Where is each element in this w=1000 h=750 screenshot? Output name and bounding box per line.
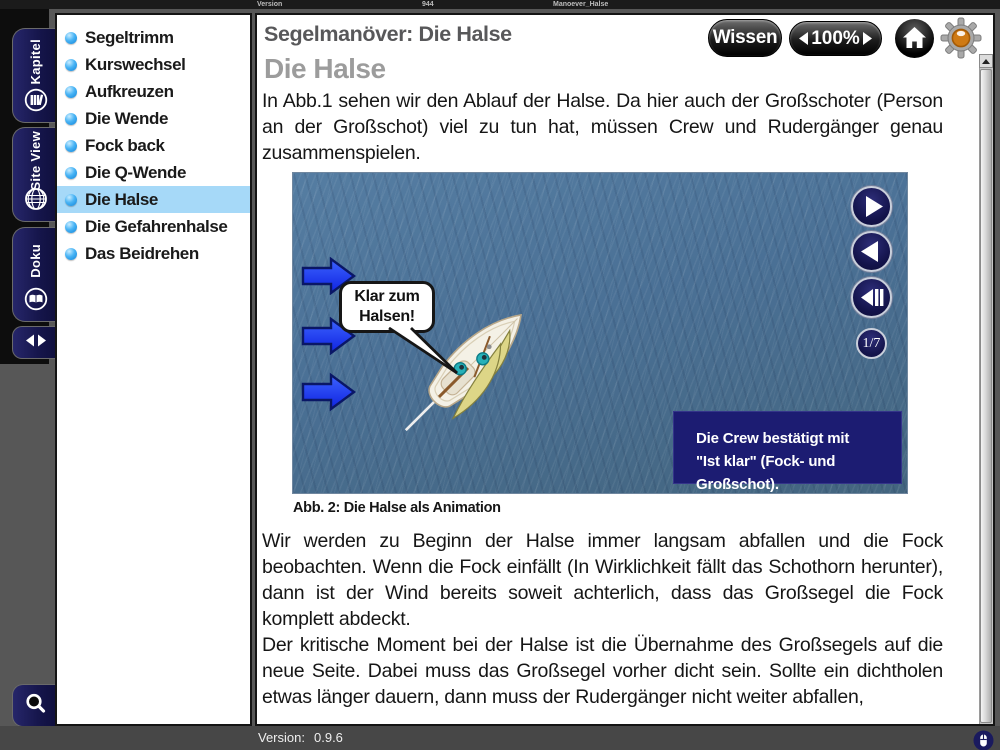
nav-item-label: Die Gefahrenhalse: [85, 216, 228, 236]
wind-arrow-icon: [301, 372, 357, 412]
zoom-level-value: 100%: [811, 27, 860, 49]
gear-icon: [938, 15, 984, 61]
page-title: Segelmanöver: Die Halse: [264, 22, 512, 46]
footer-version-label: Version:: [258, 730, 305, 745]
animation-stage: [292, 172, 908, 494]
play-button[interactable]: [851, 186, 892, 227]
footer-bar: [0, 726, 1000, 750]
sidebar-tab-doku[interactable]: [12, 227, 58, 322]
collapse-arrows-icon: [25, 333, 47, 352]
statusbar-version-label: Version: [257, 1, 283, 8]
nav-item-label: Aufkreuzen: [85, 81, 174, 101]
home-button[interactable]: [895, 19, 934, 58]
rewind-button[interactable]: [851, 277, 892, 318]
nav-item-die-q-wende[interactable]: [57, 159, 250, 186]
wissen-button[interactable]: [708, 19, 782, 57]
bullet-icon: [65, 221, 77, 233]
speech-bubble-tail: [381, 327, 471, 379]
animation-info-box: [673, 411, 902, 493]
bullet-icon: [65, 167, 77, 179]
nav-item-die-gefahrenhalse[interactable]: [57, 213, 250, 240]
nav-item-label: Die Wende: [85, 108, 168, 128]
home-icon: [895, 19, 934, 58]
nav-item-label: Die Q-Wende: [85, 162, 187, 182]
statusbar-build-number: 944: [422, 1, 434, 8]
speech-bubble-text: Halsen!: [359, 308, 415, 325]
tab-doku-label: Doku: [28, 244, 43, 278]
section-heading: Die Halse: [264, 53, 386, 84]
rewind-icon: [853, 279, 890, 316]
frame-counter-value: 1/7: [862, 335, 881, 351]
globe-icon: [24, 187, 48, 216]
figure-caption: Abb. 2: Die Halse als Animation: [293, 500, 501, 516]
content-scrollbar-thumb[interactable]: [980, 69, 992, 723]
paragraph: In Abb.1 sehen wir den Ablauf der Halse. Da hier auch der Großschoter (Person an der Großschot) viel zu tun hat, müssen Crew und Rudergänger genau zusammenspielen.: [262, 90, 943, 164]
sidebar-tab-kapitel[interactable]: [12, 28, 58, 123]
scroll-up-button[interactable]: [979, 54, 993, 68]
paragraph: Der kritische Moment bei der Halse ist die Übernahme des Großsegels auf die neue Seite. Dabei muss das Großsegel vorher dicht sein. Sollte ein dichtholen etwas länger dauern, dann muss der Rudergänger nicht weiter abfallen,: [262, 634, 943, 708]
nav-item-die-halse-selected[interactable]: [57, 186, 250, 213]
info-box-text: "Ist klar" (Fock- und Großschot).: [696, 453, 836, 493]
speech-bubble-text: Klar zum: [354, 288, 420, 305]
frame-counter-badge: [856, 328, 887, 359]
nav-item-kurswechsel[interactable]: [57, 51, 250, 78]
nav-item-label: Fock back: [85, 135, 165, 155]
chapter-nav-panel: [55, 13, 252, 726]
nav-item-label: Das Beidrehen: [85, 243, 199, 263]
nav-item-fock-back[interactable]: [57, 132, 250, 159]
zoom-in-icon[interactable]: [862, 31, 873, 46]
search-icon: [23, 690, 49, 721]
bullet-icon: [65, 59, 77, 71]
tab-kapitel-label: Kapitel: [28, 39, 43, 85]
tab-site-view-label: Site View: [28, 131, 43, 191]
nav-item-aufkreuzen[interactable]: [57, 78, 250, 105]
wissen-button-label: Wissen: [712, 27, 778, 48]
nav-item-label: Segeltrimm: [85, 27, 174, 47]
library-icon: [24, 88, 48, 117]
chapter-list: [57, 24, 250, 267]
play-icon: [853, 188, 890, 225]
top-status-bar: [0, 0, 1000, 9]
nav-item-segeltrimm[interactable]: [57, 24, 250, 51]
bullet-icon: [65, 140, 77, 152]
mouse-icon: [973, 730, 994, 750]
step-back-icon: [853, 233, 890, 270]
scroll-up-icon: [982, 59, 990, 64]
statusbar-module-name: Manoever_Halse: [553, 1, 609, 8]
nav-item-label: Kurswechsel: [85, 54, 186, 74]
bullet-icon: [65, 86, 77, 98]
bullet-icon: [65, 32, 77, 44]
bullet-icon: [65, 194, 77, 206]
book-icon: [24, 287, 48, 316]
settings-button[interactable]: [938, 15, 984, 61]
speech-bubble: [339, 281, 435, 333]
bullet-icon: [65, 248, 77, 260]
zoom-control: [789, 21, 882, 56]
nav-item-das-beidrehen[interactable]: [57, 240, 250, 267]
nav-item-label: Die Halse: [85, 189, 158, 209]
sidebar-tab-site-view[interactable]: [12, 127, 58, 222]
search-tab[interactable]: [12, 684, 58, 727]
zoom-out-icon[interactable]: [798, 31, 809, 46]
info-box-text: Die Crew bestätigt mit: [696, 430, 850, 447]
sidebar-collapse-toggle[interactable]: [12, 326, 58, 359]
bullet-icon: [65, 113, 77, 125]
step-back-button[interactable]: [851, 231, 892, 272]
nav-item-die-wende[interactable]: [57, 105, 250, 132]
paragraph: Wir werden zu Beginn der Halse immer langsam abfallen und die Fock beobachten. Wenn die Fock einfällt (In Wirklichkeit fällt das Schothorn herunter), dann ist der Wind bereits soweit achterlich, dass das Großsegel die Fock komplett abdeckt.: [262, 530, 943, 630]
footer-version-value: 0.9.6: [314, 730, 343, 745]
